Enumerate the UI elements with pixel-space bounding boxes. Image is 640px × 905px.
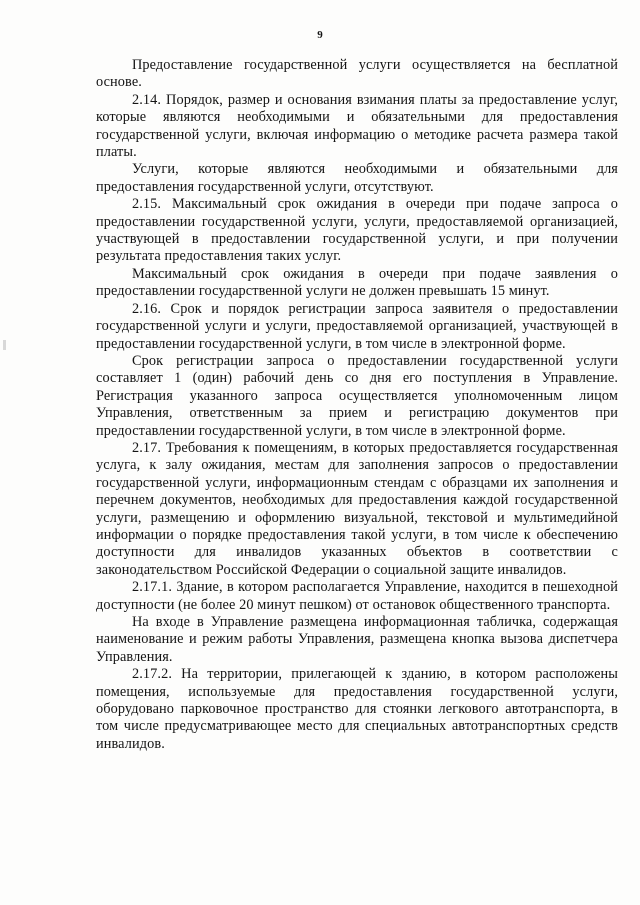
page-number: 9	[317, 29, 323, 41]
paragraph-2-17-2: 2.17.2. На территории, прилегающей к зданию, в котором расположены помещения, используемые для предоставления государственной услуги, оборудовано парковочное пространство для стоянки легкового автотранспорта, в том числе предусматривающее место для специальных автотранспортных средств инвалидов.	[96, 666, 618, 752]
paragraph-max-wait-time: Максимальный срок ожидания в очереди при подаче заявления о предоставлении государственной услуги не должен превышать 15 минут.	[96, 265, 618, 300]
paragraph-free-of-charge: Предоставление государственной услуги осуществляется на бесплатной основе.	[96, 57, 618, 91]
document-body	[96, 57, 618, 753]
paragraph-2-15: 2.15. Максимальный срок ожидания в очереди при подаче запроса о предоставлении государственной услуги, услуги, предоставляемой организацией, участвующей в предоставлении государственной услуги, и при получении результата предоставления таких услуг.	[96, 196, 618, 265]
paragraph-2-16: 2.16. Срок и порядок регистрации запроса заявителя о предоставлении государственной услуги и услуги, предоставляемой организацией, участвующей в предоставлении государственной услуги, в том числе в электронной форме.	[96, 300, 618, 352]
paragraph-2-14: 2.14. Порядок, размер и основания взимания платы за предоставление услуг, которые являются необходимыми и обязательными для предоставления государственной услуги, включая информацию о методике расчета размера такой платы.	[96, 91, 618, 161]
paragraph-entrance-sign: На входе в Управление размещена информационная табличка, содержащая наименование и режим работы Управления, размещена кнопка вызова диспетчера Управления.	[96, 614, 618, 665]
scan-artifact	[3, 340, 6, 350]
paragraph-registration-term: Срок регистрации запроса о предоставлении государственной услуги составляет 1 (один) рабочий день со дня его поступления в Управление. Регистрация указанного запроса осуществляется уполномоченным лицом Управления, ответственным за прием и регистрацию документов при предоставлении государственной услуги, в том числе в электронной форме.	[96, 352, 618, 439]
paragraph-mandatory-services: Услуги, которые являются необходимыми и обязательными для предоставления государственной услуги, отсутствуют.	[96, 161, 618, 195]
paragraph-2-17-1: 2.17.1. Здание, в котором располагается Управление, находится в пешеходной доступности (не более 20 минут пешком) от остановок общественного транспорта.	[96, 579, 618, 613]
paragraph-2-17: 2.17. Требования к помещениям, в которых предоставляется государственная услуга, к залу ожидания, местам для заполнения запросов о предоставлении государственной услуги, информационным стендам с образцами их заполнения и перечнем документов, необходимых для предоставления каждой государственной услуги, размещению и оформлению визуальной, текстовой и мультимедийной информации о порядке предоставления такой услуги, в том числе к обеспечению доступности для инвалидов указанных объектов в соответствии с законодательством Российской Федерации о социальной защите инвалидов.	[96, 439, 618, 578]
